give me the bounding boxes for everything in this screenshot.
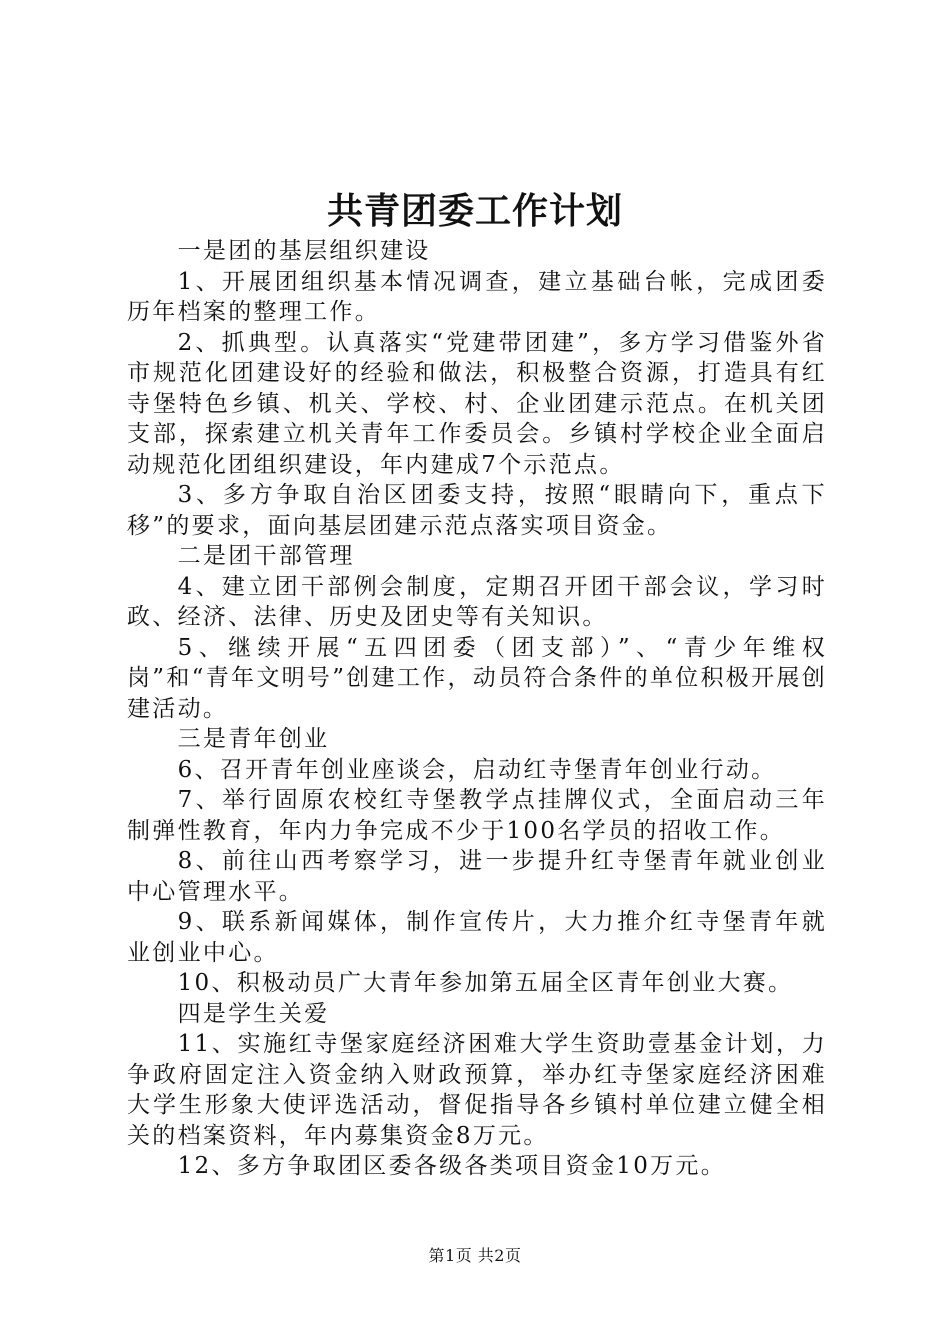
page-footer: 第1页 共2页: [428, 1246, 522, 1265]
paragraph: 3、多方争取自治区团委支持，按照“眼睛向下，重点下移”的要求，面向基层团建示范点落实项目资金。: [127, 482, 827, 539]
paragraph: 9、联系新闻媒体，制作宣传片，大力推介红寺堡青年就业创业中心。: [127, 909, 827, 966]
document-body: [127, 236, 827, 1182]
paragraph: 8、前往山西考察学习，进一步提升红寺堡青年就业创业中心管理水平。: [127, 848, 827, 905]
paragraph: 4、建立团干部例会制度，定期召开团干部会议，学习时政、经济、法律、历史及团史等有关知识。: [127, 573, 827, 630]
section-heading: 三是青年创业: [177, 726, 330, 752]
section-heading: 一是团的基层组织建设: [177, 238, 431, 264]
paragraph: 2、抓典型。认真落实“党建带团建”，多方学习借鉴外省市规范化团建设好的经验和做法，积极整合资源，打造具有红寺堡特色乡镇、机关、学校、村、企业团建示范点。在机关团支部，探索建立机关青年工作委员会。乡镇村学校企业全面启动规范化团组织建设，年内建成7个示范点。: [127, 329, 827, 478]
paragraph: 7、举行固原农校红寺堡教学点挂牌仪式，全面启动三年制弹性教育，年内力争完成不少于100名学员的招收工作。: [127, 787, 827, 844]
document-title: 共青团委工作计划: [326, 190, 623, 232]
paragraph: 5、继续开展“五四团委（团支部）”、“青少年维权岗”和“青年文明号”创建工作，动员符合条件的单位积极开展创建活动。: [127, 634, 827, 722]
paragraph: 10、积极动员广大青年参加第五届全区青年创业大赛。: [177, 970, 794, 996]
paragraph: 1、开展团组织基本情况调查，建立基础台帐，完成团委历年档案的整理工作。: [127, 268, 827, 325]
section-heading: 四是学生关爱: [177, 1000, 330, 1027]
paragraph: 11、实施红寺堡家庭经济困难大学生资助壹基金计划，力争政府固定注入资金纳入财政预算，举办红寺堡家庭经济困难大学生形象大使评选活动，督促指导各乡镇村单位建立健全相关的档案资料，年内募集资金8万元。: [127, 1031, 827, 1149]
section-heading: 二是团干部管理: [177, 543, 355, 569]
paragraph: 12、多方争取团区委各级各类项目资金10万元。: [177, 1153, 727, 1179]
paragraph: 6、召开青年创业座谈会，启动红寺堡青年创业行动。: [177, 756, 777, 783]
